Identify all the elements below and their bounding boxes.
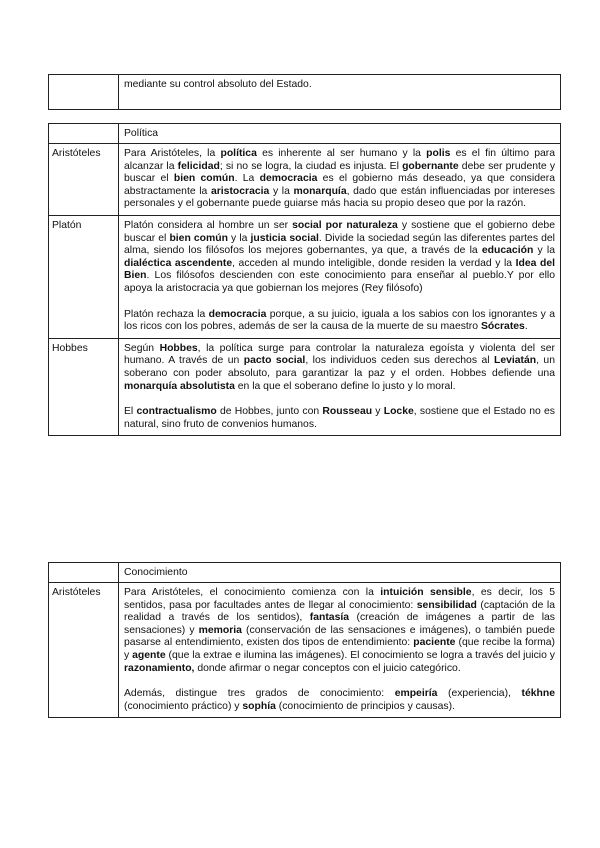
- empty-cell: [49, 75, 119, 110]
- text-run: El: [124, 406, 137, 418]
- author-cell: Hobbes: [49, 338, 119, 436]
- text-run: (conocimiento de principios y causas).: [275, 700, 455, 712]
- bold-term: pacto social: [243, 355, 306, 367]
- bold-term: Rousseau: [322, 406, 373, 418]
- bold-term: monarquía: [293, 185, 347, 197]
- bold-term: fantasía: [309, 612, 350, 624]
- bold-term: dialéctica ascendente: [124, 257, 233, 269]
- text-run: ; si no se logra, la ciudad es injusta. El: [219, 160, 403, 172]
- paragraph: [124, 688, 555, 713]
- bold-term: agente: [132, 649, 166, 661]
- bold-term: Sócrates: [480, 321, 525, 333]
- text-run: y la: [533, 245, 555, 257]
- text-run: , un soberano con poder absoluto, para garantizar la paz y el orden. Hobbes defiende una: [124, 355, 555, 379]
- bold-term: educación: [481, 245, 534, 257]
- bold-term: Locke: [383, 406, 414, 418]
- text-run: (experiencia),: [437, 688, 522, 700]
- text-run: y la: [227, 232, 251, 244]
- paragraph: [124, 406, 555, 431]
- text-run: Para Aristóteles, la: [124, 148, 221, 159]
- text-run: , la política surge para controlar la naturaleza egoísta y violenta del ser humano. A través de un: [124, 342, 555, 367]
- text-run: en la que el soberano define lo justo y lo moral.: [234, 380, 456, 392]
- author-cell: Aristóteles: [49, 144, 119, 216]
- text-run: debe ser prudente y buscar el: [124, 160, 556, 185]
- text-run: , dado que están influenciadas por intereses personales y el gobernante puede guiarse más hacia su propio deseo que por la razón.: [124, 185, 555, 210]
- bold-term: Leviatán: [493, 355, 537, 367]
- author-cell: Aristóteles: [49, 583, 119, 718]
- text-run: . Divide la sociedad según las diferentes partes del alma, siendo los filósofos los mejores gobernantes, ya que, a través de la: [124, 232, 555, 257]
- paragraph: [124, 148, 555, 211]
- bold-term: empeiría: [394, 688, 438, 700]
- text-run: Además, distingue tres grados de conocimiento:: [124, 688, 395, 700]
- bold-term: contractualismo: [136, 406, 217, 418]
- bold-term: Hobbes: [159, 342, 198, 354]
- author-cell: Platón: [49, 215, 119, 338]
- text-run: (que la extrae e ilumina las imágenes). El conocimiento se logra a través del juicio y: [165, 649, 555, 661]
- table-row: [49, 215, 561, 338]
- bold-term: aristocracia: [210, 185, 270, 197]
- bold-term: sophía: [242, 700, 276, 712]
- text-run: porque, a su juicio, iguala a los sabios con los ignorantes y a los ricos con los pobres, además de ser la causa de la muerte de su maestro: [124, 308, 555, 333]
- text-run: es el gobierno más deseado, ya que considera abstractamente la: [124, 173, 555, 197]
- section-header: Conocimiento: [119, 563, 561, 583]
- content-cell: [119, 338, 561, 436]
- text-run: de Hobbes, junto con: [216, 406, 323, 418]
- text-run: y la: [269, 185, 294, 197]
- bold-term: bien común: [173, 173, 235, 185]
- bold-term: gobernante: [402, 160, 459, 172]
- content-cell: [119, 215, 561, 338]
- header-empty-cell: [49, 563, 119, 583]
- section-header: Política: [119, 124, 561, 144]
- text-run: Para Aristóteles, el conocimiento comienza con la: [124, 587, 381, 598]
- table-row: [49, 583, 561, 718]
- text-run: Según: [124, 342, 160, 354]
- bold-term: democracia: [208, 308, 267, 320]
- bold-term: razonamiento,: [124, 662, 195, 674]
- content-cell: [119, 144, 561, 216]
- politica-table: [48, 123, 561, 436]
- bold-term: democracia: [259, 173, 318, 185]
- text-run: .: [524, 321, 528, 333]
- text-run: (conservación de las sensaciones e imágenes), o también puede pasarse al entendimiento, existen dos tipos de entendimiento:: [124, 624, 555, 649]
- table-row: [49, 338, 561, 436]
- paragraph: [124, 220, 555, 296]
- text-run: (creación de imágenes a partir de las sensaciones) y: [124, 612, 555, 636]
- text-run: . La: [234, 173, 260, 185]
- bold-term: intuición sensible: [380, 587, 472, 598]
- text-run: . Los filósofos descienden con este conocimiento para enseñar al pueblo.Y por ello apoya la aristocracia ya que gobiernan los mejores (Rey filósofo): [124, 270, 555, 294]
- text-run: donde afirmar o negar conceptos con el juicio categórico.: [194, 662, 461, 674]
- text-run: Platón considera al hombre un ser: [124, 219, 293, 231]
- text-run: es inherente al ser humano y la: [256, 148, 427, 159]
- text-run: (conocimiento práctico) y: [124, 700, 243, 712]
- continuation-text: mediante su control absoluto del Estado.: [119, 75, 561, 110]
- text-run: , los individuos ceden sus derechos al: [305, 355, 494, 367]
- bold-term: política: [220, 148, 257, 159]
- text-run: , es decir, los 5 sentidos, pasa por facultades antes de llegar al conocimiento:: [124, 587, 555, 611]
- bold-term: bien común: [169, 232, 228, 244]
- bold-term: tékhne: [521, 688, 555, 700]
- table-row: [49, 144, 561, 216]
- paragraph: [124, 309, 555, 334]
- text-run: es el fin último para alcanzar la: [124, 148, 555, 172]
- conocimiento-table: [48, 562, 561, 718]
- bold-term: felicidad: [177, 160, 220, 172]
- bold-term: Idea del Bien: [124, 257, 555, 282]
- text-run: (captación de la realidad a través de los sentidos),: [124, 599, 555, 624]
- bold-term: monarquía absolutista: [124, 380, 235, 392]
- continuation-table: [48, 74, 561, 110]
- text-run: y: [372, 406, 384, 418]
- bold-term: social por naturaleza: [292, 219, 398, 231]
- content-cell: [119, 583, 561, 718]
- text-run: (que recibe la forma) y: [124, 637, 555, 661]
- text-run: y sostiene que el gobierno debe buscar el: [124, 219, 555, 244]
- header-empty-cell: [49, 124, 119, 144]
- text-run: , sostiene que el Estado no es natural, sino fruto de convenios humanos.: [124, 406, 555, 430]
- text-run: , acceden al mundo inteligible, donde residen la verdad y la: [232, 257, 516, 269]
- paragraph: [124, 587, 555, 675]
- bold-term: polis: [426, 148, 451, 159]
- bold-term: memoria: [198, 624, 242, 636]
- bold-term: justicia social: [250, 232, 319, 244]
- text-run: Platón rechaza la: [124, 308, 209, 320]
- bold-term: paciente: [413, 637, 456, 649]
- bold-term: sensibilidad: [416, 599, 477, 611]
- paragraph: [124, 343, 555, 393]
